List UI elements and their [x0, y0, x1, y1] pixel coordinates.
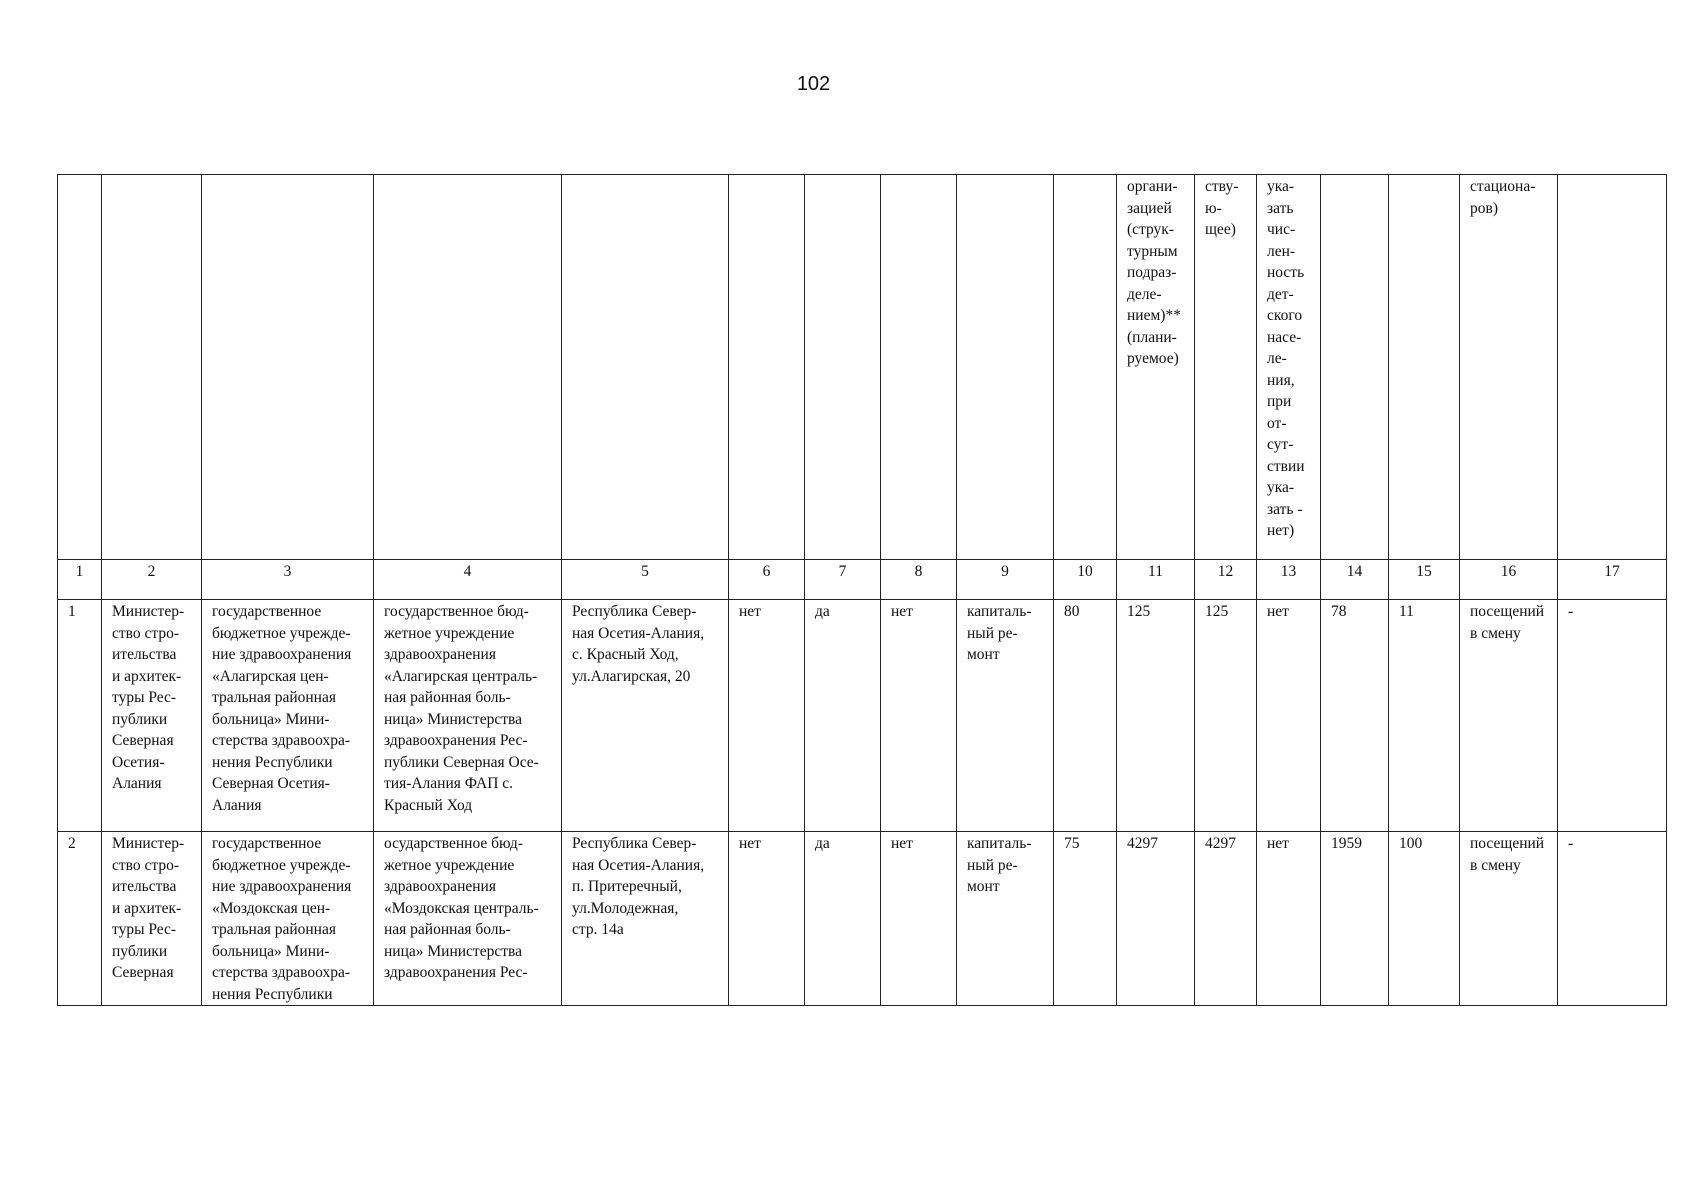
header-continuation-row	[58, 175, 1667, 560]
table-cell: ука- зать чис- лен- ность дет- ского насе- ле- ния, при от- сут- ствии ука- зать - нет)	[1257, 175, 1321, 560]
table-cell: 8	[881, 560, 957, 600]
table-cell: осударственное бюд- жетное учреждение здравоохранения «Моздокская централь- ная районная боль- ница» Министерства здравоохранения Рес-	[374, 832, 562, 1006]
column-numbers-row	[58, 560, 1667, 600]
table-cell: нет	[729, 832, 805, 1006]
table-cell: Республика Север- ная Осетия-Алания, с. Красный Ход, ул.Алагирская, 20	[562, 600, 729, 832]
table-cell: да	[805, 832, 881, 1006]
table-cell: 4297	[1117, 832, 1195, 1006]
table-cell: 2	[58, 832, 102, 1006]
table-cell: 125	[1117, 600, 1195, 832]
table-cell: Министер- ство стро- ительства и архитек- туры Рес- публики Северная Осетия- Алания	[102, 600, 202, 832]
table-cell: 2	[102, 560, 202, 600]
table-cell	[58, 175, 102, 560]
table-cell: 1	[58, 560, 102, 600]
table-cell	[805, 175, 881, 560]
table-cell: 125	[1195, 600, 1257, 832]
table-cell: 17	[1558, 560, 1667, 600]
table-cell: нет	[881, 600, 957, 832]
table-cell	[1321, 175, 1389, 560]
table-cell: -	[1558, 832, 1667, 1006]
table-cell: 78	[1321, 600, 1389, 832]
table-cell: да	[805, 600, 881, 832]
table-cell	[1558, 175, 1667, 560]
table-cell: -	[1558, 600, 1667, 832]
table-cell: 11	[1389, 600, 1460, 832]
table-cell: 14	[1321, 560, 1389, 600]
table-cell: 11	[1117, 560, 1195, 600]
table-cell: нет	[1257, 600, 1321, 832]
table-cell: государственное бюджетное учрежде- ние здравоохранения «Алагирская цен- тральная районная больница» Мини- стерства здравоохра- нения Республики Северная Осетия- Алания	[202, 600, 374, 832]
table-cell	[102, 175, 202, 560]
table-cell: государственное бюд- жетное учреждение здравоохранения «Алагирская централь- ная районная боль- ница» Министерства здравоохранения Рес- публики Северная Осе- тия-Алания ФАП с. Красный Ход	[374, 600, 562, 832]
table-cell: посещений в смену	[1460, 600, 1558, 832]
table-cell	[374, 175, 562, 560]
table-cell: 4297	[1195, 832, 1257, 1006]
table-cell: стациона- ров)	[1460, 175, 1558, 560]
table-cell: органи- зацией (струк- турным подраз- деле- нием)** (плани- руемое)	[1117, 175, 1195, 560]
table-cell: 6	[729, 560, 805, 600]
table-cell: посещений в смену	[1460, 832, 1558, 1006]
table-cell: капиталь- ный ре- монт	[957, 600, 1054, 832]
table-cell: капиталь- ный ре- монт	[957, 832, 1054, 1006]
table-cell: Республика Север- ная Осетия-Алания, п. Притеречный, ул.Молодежная, стр. 14а	[562, 832, 729, 1006]
table-cell: нет	[1257, 832, 1321, 1006]
table-cell: 75	[1054, 832, 1117, 1006]
table-cell: 4	[374, 560, 562, 600]
table-cell: 12	[1195, 560, 1257, 600]
table-cell: 15	[1389, 560, 1460, 600]
table-cell: 10	[1054, 560, 1117, 600]
table-cell: 9	[957, 560, 1054, 600]
table-cell	[1389, 175, 1460, 560]
table-cell: ству- ю- щее)	[1195, 175, 1257, 560]
page-number: 102	[796, 73, 831, 95]
table-cell: Министер- ство стро- ительства и архитек- туры Рес- публики Северная	[102, 832, 202, 1006]
table-cell: 1	[58, 600, 102, 832]
table-cell: 7	[805, 560, 881, 600]
table-cell: 13	[1257, 560, 1321, 600]
data-table	[57, 174, 1667, 1006]
table-cell: нет	[881, 832, 957, 1006]
table-row	[58, 832, 1667, 1006]
table-cell: 5	[562, 560, 729, 600]
table-cell: государственное бюджетное учрежде- ние здравоохранения «Моздокская цен- тральная районная больница» Мини- стерства здравоохра- нения Республики	[202, 832, 374, 1006]
table-cell	[562, 175, 729, 560]
table-cell	[202, 175, 374, 560]
table-cell	[957, 175, 1054, 560]
table-row	[58, 600, 1667, 832]
table-cell	[1054, 175, 1117, 560]
table-cell: 100	[1389, 832, 1460, 1006]
table-cell	[881, 175, 957, 560]
table-cell: 16	[1460, 560, 1558, 600]
table-cell: 3	[202, 560, 374, 600]
table-cell	[729, 175, 805, 560]
table-cell: 80	[1054, 600, 1117, 832]
table-cell: 1959	[1321, 832, 1389, 1006]
table-cell: нет	[729, 600, 805, 832]
